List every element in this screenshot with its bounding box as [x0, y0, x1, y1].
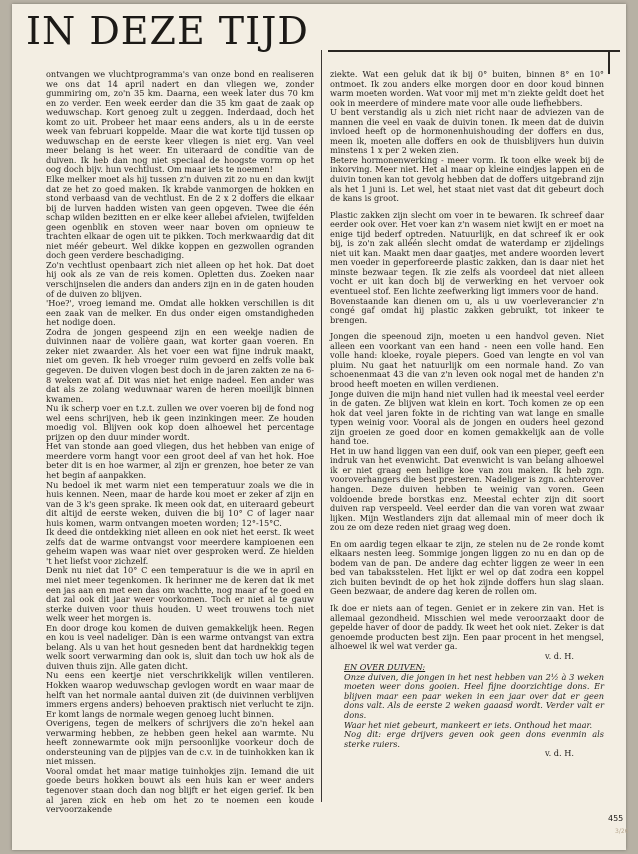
paragraph: Het van stonde aan goed vliegen, dus het hebben van enige of meerdere vorm hangt voor een groot deel af van het hok. Hoe beter dit is en hoe warmer, al zijn er grenzen, hoe beter ze van het begin af aanpakken.	[46, 441, 314, 480]
page-number: 455	[608, 814, 624, 823]
paragraph: Betere hormonenwerking - meer vorm. Ik toon elke week bij de inkorving. Meer niet. Het al maar op kleine eindjes lappen en de duivin tonen kan tot gevolg hebben dat de doffers uitgebrand zijn als het 1 juni is. Let wel, het staat niet vast dat dit gebeurt doch de kans is groot.	[330, 154, 604, 204]
paragraph: Zo'n vechtlust openbaart zich niet alleen op het hok. Dat doet hij ook als ze van de reis komen. Opletten dus. Zoeken naar verschijnselen die anders dan anders zijn en in de gaten houden of de duiven zo blijven.	[46, 259, 314, 299]
paragraph: Plastic zakken zijn slecht om voer in te bewaren. Ik schreef daar eerder ook over. Het voer kan z'n wasem niet kwijt en er moet na enige tijd bederf optreden. Natuurlijk, en dat schreef ik er ook bij, is zo'n zak alléén slecht omdat de waterdamp er zijdelings niet uit kan. Maakt men daar gaatjes, met andere woorden levert men voeder in geperforeerde plastic zakken, dan is daar niet het minste bezwaar tegen. Ik zie zelfs als voordeel dat niet alleen vocht er uit kan doch bij de verwerking en het vervoer ook eventueel stof. Een lichte zeefwerking ligt immers voor de hand.	[330, 209, 604, 297]
section-heading: EN OVER DUIVEN:	[344, 662, 426, 673]
paragraph: Nu bedoel ik met warm niet een temperatuur zoals we die in huis kennen. Neen, maar de harde kou moet er zeker af zijn en van de 3 k's geen sprake. Ik meen ook dat, en uiteraard gebeurt dit altijd de eerste weken, duiven die bij 10° C of lager naar huis komen, warm ontvangen moeten worden; 12°-15°C.	[46, 479, 314, 528]
magazine-page	[12, 4, 629, 850]
paragraph: Vooral omdat het maar matige tuinhokjes zijn. Iemand die uit goede beurs hokken bouwt als een huis kan er weer anders tegenover staan doch dan nog blijft er het eigen gerief. Ik ben al jaren zick en heb om het zo te noemen een koude vervoorzakende	[46, 765, 314, 815]
paragraph: ontvangen we vluchtprogramma's van onze bond en realiseren we ons dat 14 april nadert en dan vliegen we, zonder gummiring om, zo'n 35 km. Daarna, een week later dus 70 km en zo verder. Een week eerder dan die 35 km gaat de zaak op weduwschap. Kort genoeg zult u zeggen. Inderdaad, doch het komt zo uit. Probeer het maar eens anders, als u in de eerste week van februari koppelde. Maar die wat korte tijd tussen op weduwschap en de eerste keer vliegen is niet erg. Van veel meer belang is het weer. En uiteraard de conditie van de duiven. Ik heb dan nog niet speciaal de hoogste vorm op het oog doch bijv. hun vechtlust. Om maar iets te noemen!	[46, 69, 314, 175]
paragraph: Ik deed die ontdekking niet alleen en ook niet het eerst. Ik weet zelfs dat de warme ontvangst voor meerdere kampioenen een geheim wapen was waar niet over gesproken werd. Ze hielden 't het liefst voor zichzelf.	[46, 527, 314, 566]
paragraph: Nu ik scherp voer en t.z.t. zullen we over voeren bij de fond nog wel eens schrijven, heb ik geen inzinkingen meer. Ze houden moedig vol. Blijven ook kop doen alhoewel het percentage prijzen op den duur minder wordt.	[46, 403, 314, 442]
paragraph: Het in uw hand liggen van een duif, ook van een pieper, geeft een indruk van het evenwicht. Dat evenwicht is van belang alhoewel ik er niet graag een heilige koe van zou maken. Ik heb zgn. vooroverhangers die best presteren. Nadeliger is zgn. achterover hangen. Deze duiven hebben te weinig van voren. Geen voldoende brede borstkas enz. Meestal echter zijn dit soort duiven rap verspeeld. Veel eerder dan die van voren wat zwaar lijken. Mijn Westlanders zijn dat allemaal min of meer doch ik zou ze om deze reden niet graag weg doen.	[330, 445, 604, 533]
paragraph: Zodra de jongen gespeend zijn en een weekje nadien de duivinnen naar de volière gaan, wat korter gaan voeren. En zeker niet zwaarder. Als het voer een wat fijne indruk maakt, niet om geven. Ik heb vroeger ruim gevoerd en zelfs volle bak gegeven. De duiven vlogen best doch in de jaren zakten ze na 6-8 weken wat af. Dit was niet het enige nadeel. Een ander was dat als ze zolang weduwnaar waren de heren moeilijk binnen kwamen.	[46, 326, 314, 404]
right-column	[330, 70, 604, 759]
article-title: IN DEZE TIJD	[26, 9, 309, 53]
paragraph: Ik doe er niets aan of tegen. Geniet er in zekere zin van. Het is allemaal gezondheid. Misschien wel mede veroorzaakt door de gepelde haver of door de paddy. Ik weet het ook niet. Zeker is dat genoemde producten best zijn. Een paar procent in het mengsel, alhoewel ik wel wat verder ga.	[330, 602, 604, 652]
italic-paragraph: Onze duiven, die jongen in het nest hebben van 2½ à 3 weken moeten weer dons gooien. Heel fijne doorzichtige dons. Er blijven maar een paar weken in een jaar over dat er geen dons valt. Als de eerste 2 weken gaaasd wordt. Verder valt er dons.	[344, 671, 604, 720]
corner-mark: 3/26	[615, 828, 629, 835]
title-rule-end	[608, 50, 610, 74]
paragraph: En door droge kou komen de duiven gemakkelijk heen. Regen en kou is veel nadeliger. Dàn is een warme ontvangst van extra belang. Als u van het hout gesneden bent dat hardnekkig tegen welk soort verwarming dan ook is, sluit dan toch uw hok als de duiven thuis zijn. Alle gaten dicht.	[46, 622, 314, 671]
title-rule	[328, 50, 620, 52]
paragraph: U bent verstandig als u zich niet richt naar de adviezen van de mannen die veel en vaak de duivin tonen. Ik meen dat de duivin invloed heeft op de hormonenhuishouding der doffers en dus, meen ik, moeten alle doffers en ook de thuisblijvers hun duivin minstens 1 x per 2 weken zien.	[330, 107, 604, 156]
paragraph: Nu eens een keertje niet verschrikkelijk willen ventileren. Hokken waarop weduwschap gevlogen wordt en waar maar de helft van het normale aantal duiven zit (de duivinnen verblijven immers ergens anders) behoeven praktisch niet verlucht te zijn. Er komt langs de normale wegen genoeg lucht binnen.	[46, 670, 314, 719]
paragraph: Jongen die speenoud zijn, moeten u een handvol geven. Niet alleen een voorkant van een hand - neen een volle hand. Een volle hand: kloeke, royale piepers. Goed van lengte en vol van pluim. Nu gaat het natuurlijk om een normale hand. Zo van schoenenmaat 43 die van z'n leven ook nogal met de handen z'n brood heeft moeten en willen verdienen.	[330, 331, 604, 389]
italic-paragraph: Waar het niet gebeurt, mankeert er iets. Onthoud het maar.	[344, 719, 593, 730]
paragraph: 'Hoe?', vroeg iemand me. Omdat alle hokken verschillen is dit een zaak van de melker. En dus onder eigen omstandigheden het nodige doen.	[46, 298, 314, 328]
paragraph: En om aardig tegen elkaar te zijn, ze stelen nu de 2e ronde komt elkaars nesten leeg. Sommige jongen liggen zo nu en dan op de bodem van de pan. De andere dag echter liggen ze weer in een bed van tabaksstelen. Het lijkt er wel op dat zodra een koppel zich buiten bevindt de op het hok zijnde doffers hun slag slaan. Geen bezwaar, de andere dag keren de rollen om.	[330, 538, 604, 597]
paragraph: ziekte. Wat een geluk dat ik bij 0° buiten, binnen 8° en 10° ontmoet. Ik zou anders elke morgen door en door koud binnen warm moeten worden. Wat voor mij met m'n ziekte geldt doet het ook in meerdere of mindere mate voor alle oude liefhebbers.	[330, 69, 604, 108]
left-column	[46, 70, 314, 815]
italic-paragraph: Nog dit: erge drijvers geven ook geen dons evenmin als sterke ruiers.	[344, 729, 604, 749]
paragraph: Elke melker moet als hij tussen z'n duiven zit zo nu en dan kwijt dat ze het zo goed maken. Ik krabde vanmorgen de hokken en stond verbaasd van de vechtlust. En de 2 x 2 doffers die elkaar bij de lurven hadden wisten van geen opgeven. Twee die één schap wilden bezitten en er elke keer allebei afvielen, twijfelden geen ogenblik en stoven weer naar boven om opnieuw te trachten elkaar de ogen uit te pikken. Toch merkwaardig dat dit niet méér gebeurt. Wel dikke koppen en gezwollen ogranden doch geen verdere beschadiging.	[46, 174, 314, 261]
column-divider	[321, 50, 322, 802]
author-signature: v. d. H.	[544, 650, 574, 661]
paragraph: Jonge duiven die mijn hand niet vullen had ik meestal veel eerder in de gaten. Ze blijven wat klein en kort. Toch komen ze op een hok dat veel jaren fokte in de richting van wat lange en smalle typen weinig voor. Vooral als de jongen en ouders heel gezond zijn groeien ze goed door en komen gemakkelijk aan de volle hand toe.	[330, 388, 604, 447]
paragraph: Denk nu niet dat 10° C een temperatuur is die we in april en mei niet meer tegenkomen. Ik herinner me de keren dat ik met een jas aan en met een das om wachtte, nog maar af te goed en dat zal ook dit jaar weer voorkomen. Toch er niet al te gauw sterke duiven voor thuis houden. U weet trouwens toch niet welk weer het morgen is.	[46, 565, 314, 624]
paragraph: Overigens, tegen de melkers of schrijvers die zo'n hekel aan verwarming hebben, ze hebben geen hekel aan warmte. Nu heeft zonnewarmte ook mijn persoonlijke voorkeur doch de ondersteuning van de pijpjes van de c.v. in de tuinhokken kan ik niet missen.	[46, 718, 314, 767]
author-signature: v. d. H.	[544, 748, 574, 759]
paragraph: Bovenstaande kan dienen om u, als u uw voerleverancier z'n congé gaf omdat hij plastic zakken gebruikt, tot inkeer te brengen.	[330, 295, 604, 325]
